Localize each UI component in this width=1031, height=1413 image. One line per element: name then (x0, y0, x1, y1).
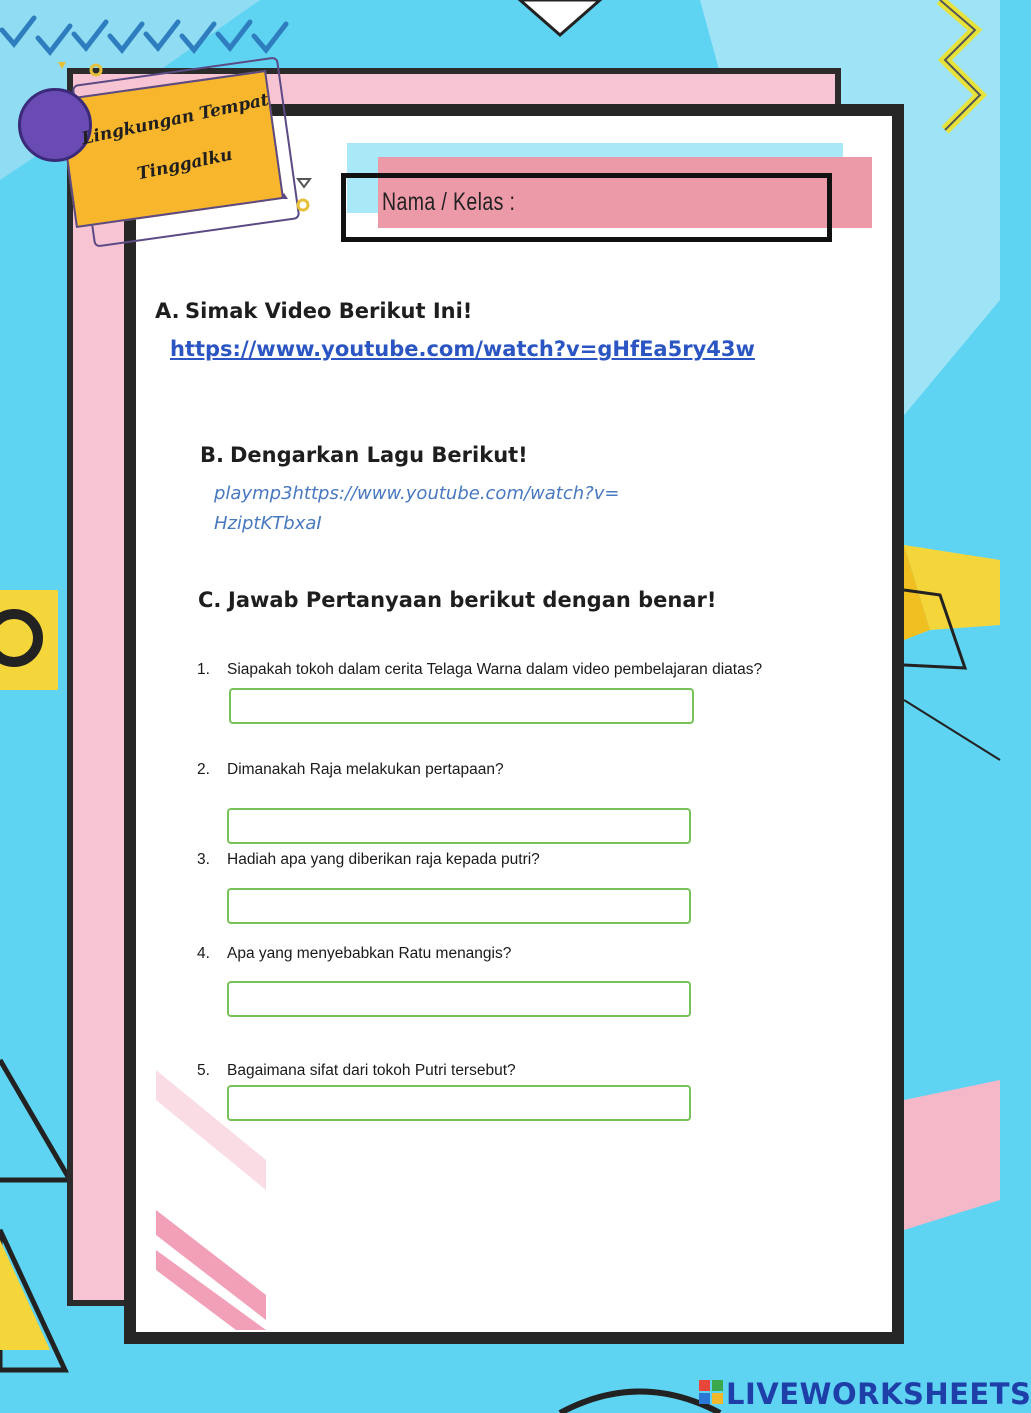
question-3-text: Hadiah apa yang diberikan raja kepada putri? (227, 851, 540, 868)
question-1 (197, 661, 837, 681)
answer-input-4[interactable] (227, 981, 691, 1017)
section-a-title: Simak Video Berikut Ini! (185, 299, 473, 323)
question-4-number: 4. (197, 945, 210, 962)
question-4-text: Apa yang menyebabkan Ratu menangis? (227, 945, 512, 962)
section-c-heading (198, 588, 716, 612)
question-5-text: Bagaimana sifat dari tokoh Putri tersebut? (227, 1062, 516, 1079)
liveworksheets-logo-icon (699, 1380, 723, 1404)
liveworksheets-brand[interactable]: LIVEWORKSHEETS (726, 1377, 1031, 1411)
answer-input-5[interactable] (227, 1085, 691, 1121)
name-field-label: Nama / Kelas : (382, 188, 516, 216)
section-b-heading (200, 443, 528, 467)
section-a-letter: A. (155, 299, 180, 323)
question-2 (197, 761, 837, 781)
answer-input-2[interactable] (227, 808, 691, 844)
question-1-number: 1. (197, 661, 210, 678)
title-line-2: Tinggalku (135, 144, 235, 185)
small-shapes-icon (54, 60, 114, 80)
question-2-number: 2. (197, 761, 210, 778)
answer-input-3[interactable] (227, 888, 691, 924)
section-c-title: Jawab Pertanyaan berikut dengan benar! (228, 588, 717, 612)
video-link[interactable]: https://www.youtube.com/watch?v=gHfEa5ry43w (170, 337, 755, 361)
question-5-number: 5. (197, 1062, 210, 1079)
title-line-1: Lingkungan Tempat (79, 89, 271, 150)
song-link-line-1: playmp3https://www.youtube.com/watch?v= (214, 483, 620, 504)
song-link-line-2: HziptKTbxaI (214, 513, 322, 534)
question-1-text: Siapakah tokoh dalam cerita Telaga Warna dalam video pembelajaran diatas? (227, 661, 763, 678)
question-2-text: Dimanakah Raja melakukan pertapaan? (227, 761, 504, 778)
question-3 (197, 851, 837, 871)
section-b-letter: B. (200, 443, 224, 467)
section-b-title: Dengarkan Lagu Berikut! (230, 443, 528, 467)
answer-input-1[interactable] (229, 688, 694, 724)
section-a-heading (155, 299, 472, 323)
question-5 (197, 1062, 837, 1082)
section-c-letter: C. (198, 588, 222, 612)
question-4 (197, 945, 837, 965)
small-shapes-icon-2 (276, 175, 316, 215)
question-3-number: 3. (197, 851, 210, 868)
song-link[interactable] (214, 479, 674, 539)
